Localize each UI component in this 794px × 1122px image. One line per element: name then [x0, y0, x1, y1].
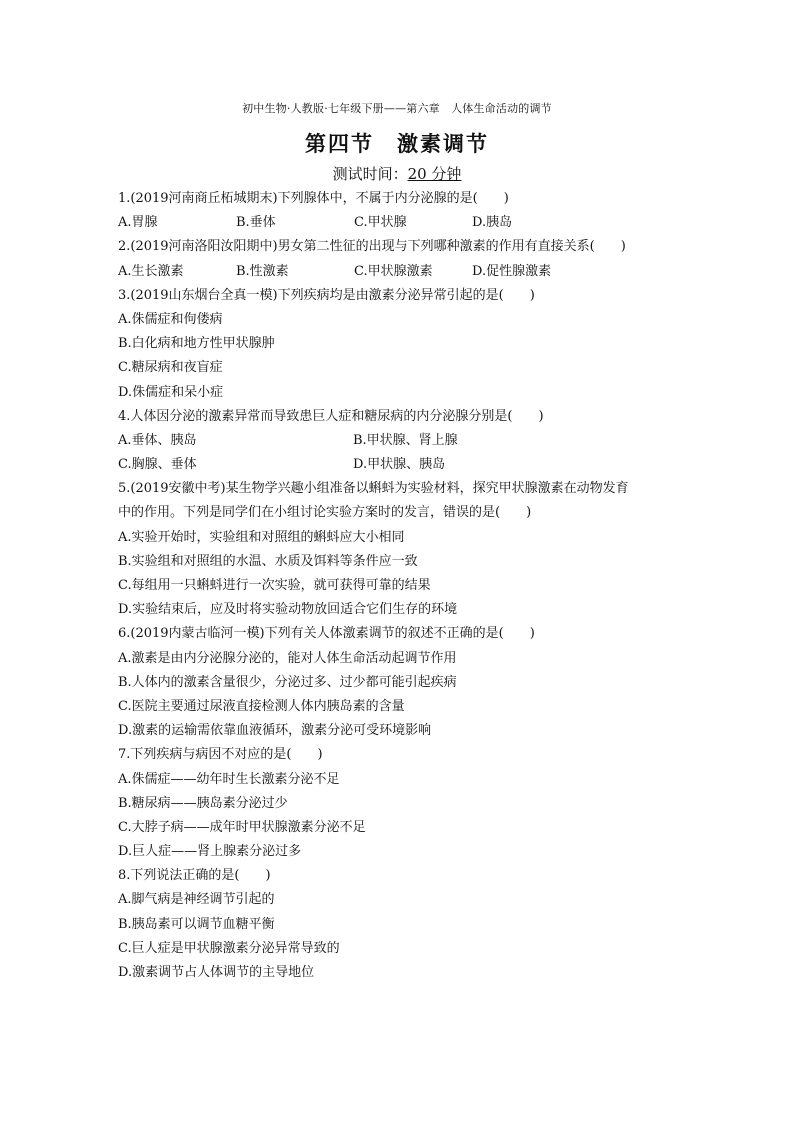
option-a: A.激素是由内分泌腺分泌的，能对人体生命活动起调节作用 [118, 650, 457, 666]
question-stem: 2.(2019河南洛阳汝阳期中)男女第二性征的出现与下列哪种激素的作用有直接关系( ) [118, 239, 626, 255]
option-b: B.垂体 [236, 215, 276, 231]
option-c: C.胸腺、垂体 [118, 457, 197, 473]
option-d: D.甲状腺、胰岛 [353, 457, 446, 473]
question-4 [118, 405, 678, 478]
question-5 [118, 477, 678, 622]
option-c: C.医院主要通过尿液直接检测人体内胰岛素的含量 [118, 698, 405, 714]
question-1 [118, 187, 678, 235]
question-list [118, 187, 678, 985]
option-b: B.胰岛素可以调节血糖平衡 [118, 916, 275, 932]
question-3 [118, 284, 678, 405]
question-stem: 6.(2019内蒙古临河一模)下列有关人体激素调节的叙述不正确的是( ) [118, 626, 535, 642]
option-b: B.甲状腺、肾上腺 [353, 432, 458, 448]
option-c: C.大脖子病——成年时甲状腺激素分泌不足 [118, 819, 366, 835]
running-header: 初中生物·人教版·七年级下册——第六章 人体生命活动的调节 [242, 102, 552, 115]
question-stem: 1.(2019河南商丘柘城期末)下列腺体中，不属于内分泌腺的是( ) [118, 191, 509, 206]
option-a: A.侏儒症和佝偻病 [118, 311, 223, 327]
option-c: C.每组用一只蝌蚪进行一次实验，就可获得可靠的结果 [118, 578, 431, 593]
option-d: D.胰岛 [472, 215, 513, 231]
question-stem: 5.(2019安徽中考)某生物学兴趣小组准备以蝌蚪为实验材料，探究甲状腺激素在动物发育 [118, 481, 629, 497]
option-c: C.甲状腺 [354, 215, 407, 231]
option-a: A.侏儒症——幼年时生长激素分泌不足 [118, 771, 340, 787]
option-b: B.糖尿病——胰岛素分泌过少 [118, 795, 288, 811]
option-a: A.生长激素 [118, 263, 184, 279]
option-d: D.巨人症——肾上腺素分泌过多 [118, 844, 302, 860]
option-a: A.实验开始时，实验组和对照组的蝌蚪应大小相同 [118, 529, 405, 545]
test-time-value: 20 分钟 [407, 165, 462, 183]
option-b: B.人体内的激素含量很少，分泌过多、过少都可能引起疾病 [118, 674, 457, 690]
option-row [118, 453, 678, 477]
question-7 [118, 743, 678, 864]
question-8 [118, 864, 678, 985]
option-a: A.脚气病是神经调节引起的 [118, 892, 275, 908]
option-d: D.促性腺激素 [472, 263, 552, 279]
section-title: 第四节 激素调节 [305, 131, 489, 156]
question-6 [118, 622, 678, 743]
test-time [0, 163, 794, 184]
option-b: B.性激素 [236, 263, 289, 279]
option-row [118, 429, 678, 453]
option-d: D.激素调节占人体调节的主导地位 [118, 965, 315, 980]
question-stem: 4.人体因分泌的激素异常而导致患巨人症和糖尿病的内分泌腺分别是( ) [118, 408, 544, 424]
option-a: A.胃腺 [118, 215, 158, 231]
question-stem: 7.下列疾病与病因不对应的是( ) [118, 747, 323, 763]
question-stem: 3.(2019山东烟台全真一模)下列疾病均是由激素分泌异常引起的是( ) [118, 287, 535, 303]
test-time-label: 测试时间： [332, 165, 408, 183]
option-b: B.白化病和地方性甲状腺肿 [118, 336, 275, 352]
question-2 [118, 235, 678, 283]
option-d: D.实验结束后，应及时将实验动物放回适合它们生存的环境 [118, 602, 458, 618]
option-c: C.巨人症是甲状腺激素分泌异常导致的 [118, 940, 340, 956]
option-d: D.激素的运输需依靠血液循环，激素分泌可受环境影响 [118, 723, 432, 739]
option-row [118, 260, 678, 284]
option-c: C.甲状腺激素 [354, 263, 433, 279]
option-b: B.实验组和对照组的水温、水质及饵料等条件应一致 [118, 553, 418, 569]
option-a: A.垂体、胰岛 [118, 432, 197, 448]
option-d: D.侏儒症和呆小症 [118, 384, 224, 400]
question-stem-continued: 中的作用。下列是同学们在小组讨论实验方案时的发言，错误的是( ) [118, 505, 532, 521]
option-row [118, 211, 678, 235]
option-c: C.糖尿病和夜盲症 [118, 360, 223, 376]
question-stem: 8.下列说法正确的是( ) [118, 868, 271, 884]
